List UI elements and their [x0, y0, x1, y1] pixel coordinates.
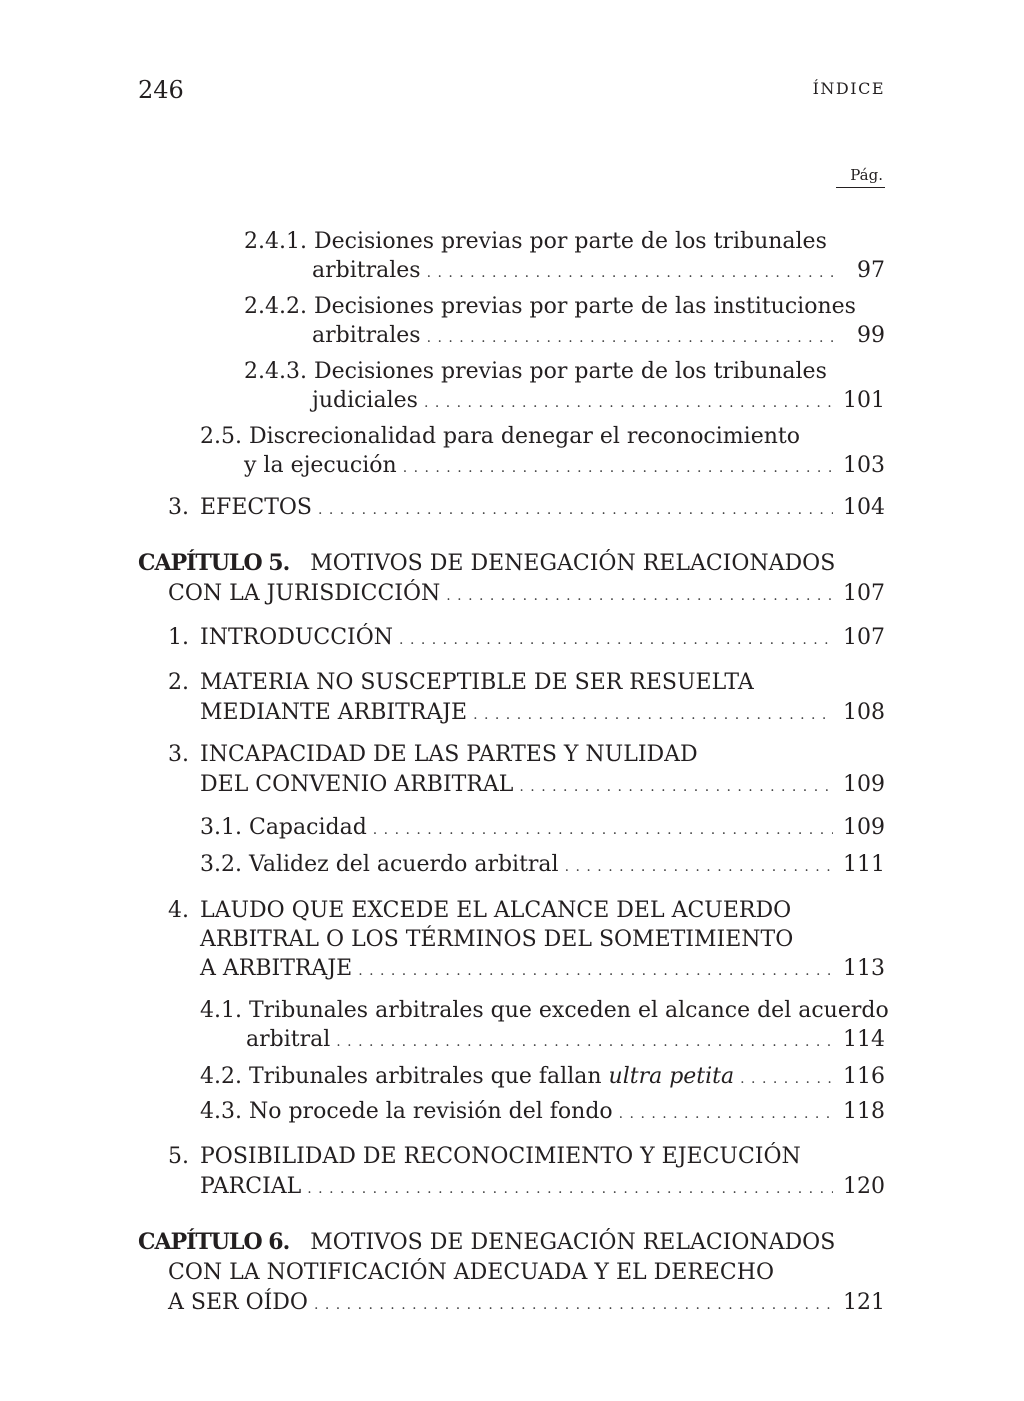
chapter-label: CAPÍTULO 5. — [138, 550, 290, 576]
entry-number: 4.1. — [200, 998, 242, 1023]
entry-number: 3.2. — [200, 852, 242, 877]
chapter-title-cont: A SER OÍDO — [168, 1290, 308, 1315]
toc-entry[interactable] — [168, 897, 885, 985]
dot-leader — [565, 854, 833, 881]
page-ref: 99 — [857, 323, 885, 348]
entry-number: 2.4.3. — [244, 359, 307, 384]
chapter-title-cont: CON LA NOTIFICACIÓN ADECUADA Y EL DERECHO — [168, 1260, 774, 1285]
entry-number: 4. — [168, 898, 189, 923]
dot-leader — [307, 1176, 833, 1203]
dot-leader — [373, 817, 833, 844]
chapter-entry[interactable] — [138, 1229, 885, 1319]
page-number: 246 — [138, 76, 184, 104]
entry-title: INCAPACIDAD DE LAS PARTES Y NULIDAD — [200, 742, 698, 767]
toc-entry[interactable] — [200, 851, 885, 881]
toc-entry[interactable] — [244, 228, 885, 287]
entry-number: 3. — [168, 742, 189, 767]
entry-number: 1. — [168, 625, 189, 650]
entry-title: Decisiones previas por parte de los tribunales — [313, 359, 827, 384]
entry-number: 4.3. — [200, 1099, 242, 1124]
entry-number: 3.1. — [200, 815, 242, 840]
entry-title-cont: MEDIANTE ARBITRAJE — [200, 700, 468, 725]
entry-title: INTRODUCCIÓN — [200, 625, 394, 650]
page-ref: 121 — [843, 1290, 885, 1315]
entry-title: Decisiones previas por parte de los tribunales — [313, 229, 827, 254]
page-ref: 120 — [843, 1174, 885, 1199]
page-ref: 118 — [843, 1099, 885, 1124]
entry-title-cont: ARBITRAL O LOS TÉRMINOS DEL SOMETIMIENTO — [200, 927, 794, 952]
page-ref: 111 — [843, 852, 885, 877]
entry-title-cont: arbitral — [246, 1027, 331, 1052]
toc-entry[interactable] — [168, 494, 885, 524]
entry-title-cont: judiciales — [312, 388, 418, 413]
entry-title: LAUDO QUE EXCEDE EL ALCANCE DEL ACUERDO — [200, 898, 792, 923]
toc-entry[interactable] — [168, 624, 885, 654]
page-ref: 108 — [843, 700, 885, 725]
entry-title: Tribunales arbitrales que fallan — [248, 1064, 609, 1089]
page-column-label: Pág. — [836, 166, 885, 188]
dot-leader — [740, 1066, 833, 1093]
dot-leader — [318, 497, 833, 524]
entry-number: 4.2. — [200, 1064, 242, 1089]
entry-title-cont: y la ejecución — [244, 453, 397, 478]
entry-title-cont: A ARBITRAJE — [200, 956, 353, 981]
page-ref: 103 — [843, 453, 885, 478]
entry-title-cont: PARCIAL — [200, 1174, 302, 1199]
entry-title-cont: DEL CONVENIO ARBITRAL — [200, 772, 514, 797]
dot-leader — [473, 702, 833, 729]
toc-entry[interactable] — [168, 1143, 885, 1203]
page-ref: 101 — [843, 388, 885, 413]
entry-title-cont: arbitrales — [312, 323, 421, 348]
dot-leader — [424, 390, 833, 417]
entry-title: No procede la revisión del fondo — [248, 1099, 613, 1124]
chapter-title-cont: CON LA JURISDICCIÓN — [168, 581, 441, 606]
toc-entry[interactable] — [168, 741, 885, 801]
entry-title: Capacidad — [248, 815, 367, 840]
entry-title-cont: arbitrales — [312, 258, 421, 283]
entry-number: 5. — [168, 1144, 189, 1169]
toc-entry[interactable] — [200, 1063, 885, 1093]
entry-number: 2.4.2. — [244, 294, 307, 319]
toc-entry[interactable] — [200, 814, 885, 844]
entry-title: Tribunales arbitrales que exceden el alcance del acuerdo — [248, 998, 889, 1023]
toc-entry[interactable] — [168, 669, 885, 729]
dot-leader — [336, 1029, 833, 1056]
entry-title: Decisiones previas por parte de las instituciones — [313, 294, 856, 319]
toc-entry[interactable] — [244, 358, 885, 417]
entry-title: MATERIA NO SUSCEPTIBLE DE SER RESUELTA — [200, 670, 754, 695]
entry-title-italic: ultra petita — [608, 1064, 735, 1089]
dot-leader — [358, 958, 833, 985]
entry-number: 2.5. — [200, 424, 242, 449]
page-ref: 107 — [843, 581, 885, 606]
page-ref: 109 — [843, 815, 885, 840]
entry-title: POSIBILIDAD DE RECONOCIMIENTO Y EJECUCIÓN — [200, 1144, 801, 1169]
page-ref: 113 — [843, 956, 885, 981]
chapter-title: MOTIVOS DE DENEGACIÓN RELACIONADOS — [310, 1230, 836, 1255]
dot-leader — [619, 1101, 833, 1128]
running-head: ÍNDICE — [812, 79, 885, 98]
toc-entry[interactable] — [200, 1098, 885, 1128]
entry-title: Validez del acuerdo arbitral — [248, 852, 559, 877]
toc-entry[interactable] — [200, 997, 889, 1056]
page-ref: 107 — [843, 625, 885, 650]
page-ref: 114 — [843, 1027, 885, 1052]
dot-leader — [403, 455, 833, 482]
dot-leader — [427, 260, 833, 287]
dot-leader — [427, 325, 833, 352]
chapter-label: CAPÍTULO 6. — [138, 1229, 290, 1255]
chapter-title: MOTIVOS DE DENEGACIÓN RELACIONADOS — [310, 551, 836, 576]
entry-title: Discrecionalidad para denegar el reconocimiento — [248, 424, 800, 449]
page-ref: 104 — [843, 495, 885, 520]
page-ref: 116 — [843, 1064, 885, 1089]
dot-leader — [446, 583, 833, 610]
dot-leader — [519, 774, 833, 801]
chapter-entry[interactable] — [138, 550, 885, 610]
entry-number: 2. — [168, 670, 189, 695]
entry-number: 3. — [168, 495, 189, 520]
toc-entry[interactable] — [200, 423, 885, 482]
dot-leader — [314, 1292, 833, 1319]
entry-title: EFECTOS — [200, 495, 312, 520]
page-ref: 97 — [857, 258, 885, 283]
page-ref: 109 — [843, 772, 885, 797]
dot-leader — [399, 627, 833, 654]
entry-number: 2.4.1. — [244, 229, 307, 254]
toc-entry[interactable] — [244, 293, 885, 352]
